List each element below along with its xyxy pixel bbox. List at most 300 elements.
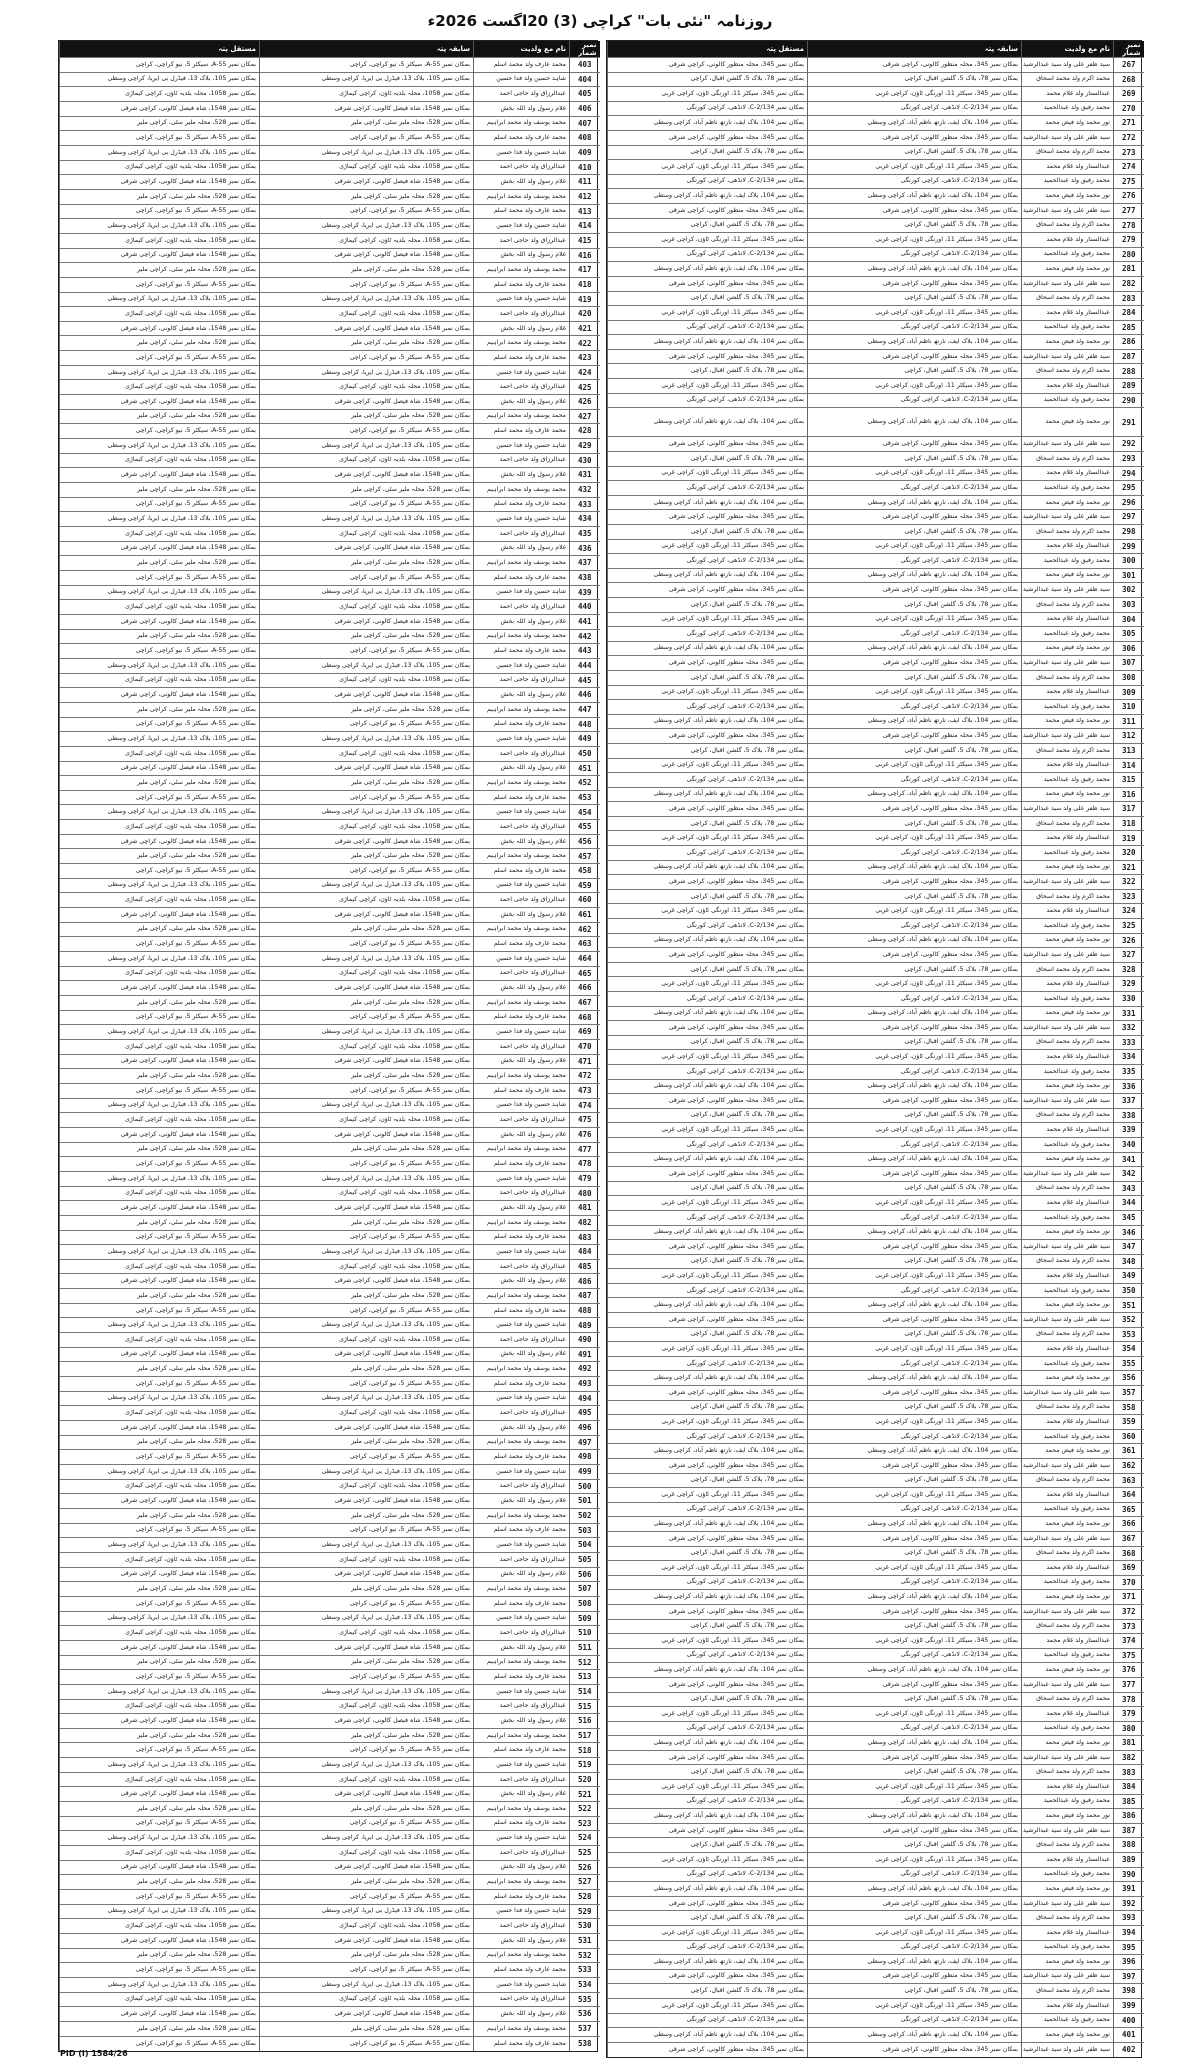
table-row xyxy=(608,276,1144,291)
cell-old-address: بمکان نمبر 1548، شاہ فیصل کالونی، کراچی شرقی xyxy=(260,1274,474,1289)
table-row xyxy=(608,1794,1144,1809)
cell-old-address: بمکان نمبر 1058، محلہ بلدیہ ٹاؤن، کراچی کیماڑی xyxy=(260,893,474,908)
cell-serial: 498 xyxy=(570,1450,600,1465)
table-row xyxy=(60,1508,600,1523)
cell-name: عبدالرزاق ولد حاجی احمد xyxy=(474,1479,570,1494)
cell-perm-address: بمکان نمبر 345، سیکٹر 11، اورنگی ٹاؤن، کراچی غربی xyxy=(608,904,808,919)
cell-perm-address: بمکان نمبر 345، محلہ منظور کالونی، کراچی شرقی xyxy=(608,130,808,145)
cell-serial: 538 xyxy=(570,2036,600,2051)
cell-name: سید ظفر علی ولد سید عبدالرشید xyxy=(1022,729,1114,744)
cell-old-address: بمکان نمبر A-55، سیکٹر 5، نیو کراچی، کراچی xyxy=(260,497,474,512)
cell-name: محمد اکرم ولد محمد اسحاق xyxy=(1022,145,1114,160)
cell-old-address: بمکان نمبر 1058، محلہ بلدیہ ٹاؤن، کراچی کیماڑی xyxy=(260,966,474,981)
cell-perm-address: بمکان نمبر A-55، سیکٹر 5، نیو کراچی، کراچی xyxy=(60,1157,260,1172)
cell-perm-address: بمکان نمبر 1548، شاہ فیصل کالونی، کراچی شرقی xyxy=(60,1934,260,1949)
table-row xyxy=(608,1210,1144,1225)
table-row xyxy=(60,527,600,542)
cell-perm-address: بمکان نمبر 1058، محلہ بلدیہ ٹاؤن، کراچی کیماڑی xyxy=(60,160,260,175)
cell-serial: 412 xyxy=(570,189,600,204)
table-row xyxy=(608,758,1144,773)
cell-perm-address: بمکان نمبر 78، بلاک 5، گلشن اقبال، کراچی xyxy=(608,1765,808,1780)
cell-old-address: بمکان نمبر 345، محلہ منظور کالونی، کراچی شرقی xyxy=(808,1531,1022,1546)
table-row xyxy=(608,320,1144,335)
cell-serial: 530 xyxy=(570,1919,600,1934)
cell-old-address: بمکان نمبر 345، محلہ منظور کالونی، کراچی شرقی xyxy=(808,1094,1022,1109)
cell-old-address: بمکان نمبر 1058، محلہ بلدیہ ٹاؤن، کراچی کیماڑی xyxy=(260,1552,474,1567)
cell-perm-address: بمکان نمبر 104، بلاک ایف، نارتھ ناظم آباد، کراچی وسطی xyxy=(608,1955,808,1970)
table-row xyxy=(60,1684,600,1699)
cell-name: محمد اکرم ولد محمد اسحاق xyxy=(1022,1984,1114,1999)
cell-perm-address: بمکان نمبر 345، محلہ منظور کالونی، کراچی شرقی xyxy=(608,437,808,452)
cell-name: عبدالرزاق ولد حاجی احمد xyxy=(474,527,570,542)
table-row xyxy=(608,247,1144,262)
cell-serial: 519 xyxy=(570,1758,600,1773)
cell-perm-address: بمکان نمبر 105، بلاک 13، فیڈرل بی ایریا، کراچی وسطی xyxy=(60,365,260,380)
cell-old-address: بمکان نمبر 78، بلاک 5، گلشن اقبال، کراچی xyxy=(808,1254,1022,1269)
cell-name: عبدالرزاق ولد حاجی احمد xyxy=(474,600,570,615)
cell-name: غلام رسول ولد اللہ بخش xyxy=(474,614,570,629)
cell-serial: 378 xyxy=(1114,1692,1144,1707)
cell-name: محمد رفیق ولد عبدالحمید xyxy=(1022,846,1114,861)
cell-name: محمد یوسف ولد محمد ابراہیم xyxy=(474,1582,570,1597)
cell-old-address: بمکان نمبر 104، بلاک ایف، نارتھ ناظم آباد، کراچی وسطی xyxy=(808,568,1022,583)
table-row xyxy=(608,130,1144,145)
cell-serial: 399 xyxy=(1114,1998,1144,2013)
cell-perm-address: بمکان نمبر 78، بلاک 5، گلشن اقبال، کراچی xyxy=(608,1181,808,1196)
cell-perm-address: بمکان نمبر 1548، شاہ فیصل کالونی، کراچی شرقی xyxy=(60,395,260,410)
cell-serial: 428 xyxy=(570,424,600,439)
cell-name: غلام رسول ولد اللہ بخش xyxy=(474,1054,570,1069)
cell-name: سید ظفر علی ولد سید عبدالرشید xyxy=(1022,1677,1114,1692)
cell-old-address: بمکان نمبر 1548، شاہ فیصل کالونی، کراچی شرقی xyxy=(260,101,474,116)
cell-name: عبدالرزاق ولد حاجی احمد xyxy=(474,1039,570,1054)
table-row xyxy=(60,1362,600,1377)
table-row xyxy=(60,145,600,160)
table-row xyxy=(60,908,600,923)
cell-name: محمد رفیق ولد عبدالحمید xyxy=(1022,1137,1114,1152)
cell-old-address: بمکان نمبر 78، بلاک 5، گلشن اقبال، کراچی xyxy=(808,1327,1022,1342)
cell-name: محمد رفیق ولد عبدالحمید xyxy=(1022,174,1114,189)
table-row xyxy=(60,1582,600,1597)
cell-perm-address: بمکان نمبر 1058، محلہ بلدیہ ٹاؤن، کراچی کیماڑی xyxy=(60,820,260,835)
table-row xyxy=(608,1444,1144,1459)
table-row xyxy=(608,641,1144,656)
cell-old-address: بمکان نمبر 1058، محلہ بلدیہ ٹاؤن، کراچی کیماڑی xyxy=(260,1992,474,2007)
cell-name: نور محمد ولد فیض محمد xyxy=(1022,860,1114,875)
table-row xyxy=(608,1400,1144,1415)
cell-old-address: بمکان نمبر 104، بلاک ایف، نارتھ ناظم آباد، کراچی وسطی xyxy=(808,1663,1022,1678)
cell-serial: 286 xyxy=(1114,335,1144,350)
cell-serial: 420 xyxy=(570,307,600,322)
table-row xyxy=(608,437,1144,452)
cell-old-address: بمکان نمبر 105، بلاک 13، فیڈرل بی ایریا، کراچی وسطی xyxy=(260,658,474,673)
cell-old-address: بمکان نمبر 2/134-C، لانڈھی، کراچی کورنگی xyxy=(808,1137,1022,1152)
cell-old-address: بمکان نمبر 1058، محلہ بلدیہ ٹاؤن، کراچی کیماڑی xyxy=(260,1846,474,1861)
cell-name: شاہد حسین ولد فدا حسین xyxy=(474,1465,570,1480)
cell-perm-address: بمکان نمبر 345، سیکٹر 11، اورنگی ٹاؤن، کراچی غربی xyxy=(608,758,808,773)
cell-serial: 432 xyxy=(570,483,600,498)
cell-old-address: بمکان نمبر 78، بلاک 5، گلشن اقبال، کراچی xyxy=(808,1765,1022,1780)
cell-name: عبدالرزاق ولد حاجی احمد xyxy=(474,1846,570,1861)
cell-perm-address: بمکان نمبر 345، سیکٹر 11، اورنگی ٹاؤن، کراچی غربی xyxy=(608,1998,808,2013)
cell-old-address: بمکان نمبر 345، محلہ منظور کالونی، کراچی شرقی xyxy=(808,1021,1022,1036)
cell-serial: 439 xyxy=(570,585,600,600)
cell-old-address: بمکان نمبر 78، بلاک 5، گلشن اقبال، کراچی xyxy=(808,1473,1022,1488)
cell-perm-address: بمکان نمبر 2/134-C، لانڈھی، کراچی کورنگی xyxy=(608,1064,808,1079)
table-row xyxy=(60,1318,600,1333)
cell-old-address: بمکان نمبر 2/134-C، لانڈھی، کراچی کورنگی xyxy=(808,1283,1022,1298)
cell-name: محمد رفیق ولد عبدالحمید xyxy=(1022,2013,1114,2028)
cell-perm-address: بمکان نمبر 528، محلہ ملیر سٹی، کراچی ملیر xyxy=(60,1289,260,1304)
cell-name: غلام رسول ولد اللہ بخش xyxy=(474,1787,570,1802)
table-row xyxy=(60,746,600,761)
cell-old-address: بمکان نمبر 528، محلہ ملیر سٹی، کراچی ملیر xyxy=(260,1069,474,1084)
cell-perm-address: بمکان نمبر 1058، محلہ بلدیہ ٹاؤن، کراچی کیماڑی xyxy=(60,1699,260,1714)
cell-serial: 330 xyxy=(1114,992,1144,1007)
cell-perm-address: بمکان نمبر 2/134-C، لانڈھی، کراچی کورنگی xyxy=(608,1283,808,1298)
cell-name: محمد یوسف ولد محمد ابراہیم xyxy=(474,996,570,1011)
cell-old-address: بمکان نمبر 1548، شاہ فیصل کالونی، کراچی شرقی xyxy=(260,1347,474,1362)
cell-old-address: بمکان نمبر 1058، محلہ بلدیہ ٹاؤن، کراچی کیماڑی xyxy=(260,1699,474,1714)
cell-old-address: بمکان نمبر A-55، سیکٹر 5، نیو کراچی، کراچی xyxy=(260,1157,474,1172)
cell-old-address: بمکان نمبر 78، بلاک 5، گلشن اقبال، کراچی xyxy=(808,1400,1022,1415)
cell-old-address: بمکان نمبر 528، محلہ ملیر سٹی، کراچی ملیر xyxy=(260,1142,474,1157)
right-table-panel xyxy=(606,40,1142,2058)
cell-perm-address: بمکان نمبر 1548، شاہ فیصل کالونی، کراچی شرقی xyxy=(60,614,260,629)
cell-perm-address: بمکان نمبر 105، بلاک 13، فیڈرل بی ایریا، کراچی وسطی xyxy=(60,1245,260,1260)
table-row xyxy=(608,393,1144,408)
table-row xyxy=(60,1538,600,1553)
cell-serial: 512 xyxy=(570,1655,600,1670)
cell-name: عبدالستار ولد غلام محمد xyxy=(1022,831,1114,846)
table-row xyxy=(60,1450,600,1465)
cell-serial: 463 xyxy=(570,937,600,952)
cell-old-address: بمکان نمبر 1548، شاہ فیصل کالونی، کراچی شرقی xyxy=(260,981,474,996)
cell-old-address: بمکان نمبر 1058، محلہ بلدیہ ٹاؤن، کراچی کیماڑی xyxy=(260,746,474,761)
table-row xyxy=(608,510,1144,525)
cell-perm-address: بمکان نمبر 104، بلاک ایف، نارتھ ناظم آباد، کراچی وسطی xyxy=(608,1006,808,1021)
cell-serial: 272 xyxy=(1114,130,1144,145)
cell-perm-address: بمکان نمبر 345، محلہ منظور کالونی، کراچی شرقی xyxy=(608,1167,808,1182)
cell-serial: 477 xyxy=(570,1142,600,1157)
cell-serial: 491 xyxy=(570,1347,600,1362)
cell-old-address: بمکان نمبر A-55، سیکٹر 5، نیو کراچی، کراچی xyxy=(260,570,474,585)
cell-serial: 282 xyxy=(1114,276,1144,291)
cell-name: محمد عارف ولد محمد اسلم xyxy=(474,424,570,439)
cell-serial: 492 xyxy=(570,1362,600,1377)
cell-name: محمد عارف ولد محمد اسلم xyxy=(474,1377,570,1392)
table-row xyxy=(60,1904,600,1919)
cell-old-address: بمکان نمبر A-55، سیکٹر 5، نیو کراچی، کراچی xyxy=(260,277,474,292)
cell-serial: 348 xyxy=(1114,1254,1144,1269)
cell-serial: 273 xyxy=(1114,145,1144,160)
cell-perm-address: بمکان نمبر 1548، شاہ فیصل کالونی، کراچی شرقی xyxy=(60,1421,260,1436)
table-row xyxy=(60,673,600,688)
cell-perm-address: بمکان نمبر 345، محلہ منظور کالونی، کراچی شرقی xyxy=(608,1823,808,1838)
cell-name: عبدالستار ولد غلام محمد xyxy=(1022,1269,1114,1284)
cell-serial: 268 xyxy=(1114,72,1144,87)
cell-serial: 522 xyxy=(570,1802,600,1817)
cell-perm-address: بمکان نمبر 1548، شاہ فیصل کالونی، کراچی شرقی xyxy=(60,761,260,776)
cell-perm-address: بمکان نمبر 105، بلاک 13، فیڈرل بی ایریا، کراچی وسطی xyxy=(60,1465,260,1480)
cell-serial: 534 xyxy=(570,1977,600,1992)
table-row xyxy=(60,1025,600,1040)
cell-serial: 414 xyxy=(570,219,600,234)
cell-perm-address: بمکان نمبر A-55، سیکٹر 5، نیو کراچی، کراچی xyxy=(60,1377,260,1392)
cell-serial: 307 xyxy=(1114,656,1144,671)
cell-name: محمد یوسف ولد محمد ابراہیم xyxy=(474,1948,570,1963)
cell-serial: 314 xyxy=(1114,758,1144,773)
cell-serial: 312 xyxy=(1114,729,1144,744)
table-row xyxy=(608,656,1144,671)
cell-serial: 464 xyxy=(570,952,600,967)
cell-old-address: بمکان نمبر 1058، محلہ بلدیہ ٹاؤن، کراچی کیماڑی xyxy=(260,600,474,615)
cell-name: محمد رفیق ولد عبدالحمید xyxy=(1022,1575,1114,1590)
table-row xyxy=(608,568,1144,583)
table-row xyxy=(608,291,1144,306)
table-row xyxy=(60,1039,600,1054)
cell-perm-address: بمکان نمبر 2/134-C، لانڈھی، کراچی کورنگی xyxy=(608,1429,808,1444)
cell-perm-address: بمکان نمبر 1058، محلہ بلدیہ ٹاؤن، کراچی کیماڑی xyxy=(60,1113,260,1128)
cell-serial: 275 xyxy=(1114,174,1144,189)
cell-perm-address: بمکان نمبر 528، محلہ ملیر سٹی، کراچی ملیر xyxy=(60,336,260,351)
cell-perm-address: بمکان نمبر 104، بلاک ایف، نارتھ ناظم آباد، کراچی وسطی xyxy=(608,408,808,437)
cell-old-address: بمکان نمبر 1058، محلہ بلدیہ ٹاؤن، کراچی کیماڑی xyxy=(260,527,474,542)
cell-serial: 324 xyxy=(1114,904,1144,919)
cell-perm-address: بمکان نمبر 345، سیکٹر 11، اورنگی ٹاؤن، کراچی غربی xyxy=(608,977,808,992)
cell-name: محمد عارف ولد محمد اسلم xyxy=(474,717,570,732)
cell-perm-address: بمکان نمبر 78، بلاک 5، گلشن اقبال، کراچی xyxy=(608,452,808,467)
cell-serial: 299 xyxy=(1114,539,1144,554)
table-row xyxy=(608,58,1144,73)
cell-old-address: بمکان نمبر 345، سیکٹر 11، اورنگی ٹاؤن، کراچی غربی xyxy=(808,160,1022,175)
cell-name: سید ظفر علی ولد سید عبدالرشید xyxy=(1022,510,1114,525)
table-row xyxy=(60,996,600,1011)
cell-serial: 350 xyxy=(1114,1283,1144,1298)
cell-old-address: بمکان نمبر 1548، شاہ فیصل کالونی، کراچی شرقی xyxy=(260,1054,474,1069)
cell-old-address: بمکان نمبر 78، بلاک 5، گلشن اقبال، کراچی xyxy=(808,1911,1022,1926)
cell-name: عبدالرزاق ولد حاجی احمد xyxy=(474,453,570,468)
cell-name: محمد یوسف ولد محمد ابراہیم xyxy=(474,1728,570,1743)
cell-old-address: بمکان نمبر 2/134-C، لانڈھی، کراچی کورنگی xyxy=(808,393,1022,408)
cell-old-address: بمکان نمبر 78، بلاک 5، گلشن اقبال، کراچی xyxy=(808,597,1022,612)
cell-perm-address: بمکان نمبر 2/134-C، لانڈھی، کراچی کورنگی xyxy=(608,1721,808,1736)
cell-perm-address: بمکان نمبر 2/134-C، لانڈھی، کراچی کورنگی xyxy=(608,554,808,569)
cell-name: محمد عارف ولد محمد اسلم xyxy=(474,570,570,585)
table-row xyxy=(60,600,600,615)
table-row xyxy=(60,453,600,468)
cell-serial: 527 xyxy=(570,1875,600,1890)
cell-old-address: بمکان نمبر A-55، سیکٹر 5، نیو کراچی، کراچی xyxy=(260,351,474,366)
cell-perm-address: بمکان نمبر 1058، محلہ بلدیہ ٹاؤن، کراچی کیماڑی xyxy=(60,966,260,981)
cell-old-address: بمکان نمبر 78، بلاک 5، گلشن اقبال، کراچی xyxy=(808,1692,1022,1707)
cell-serial: 402 xyxy=(1114,2042,1144,2057)
cell-serial: 327 xyxy=(1114,948,1144,963)
cell-old-address: بمکان نمبر 2/134-C، لانڈھی، کراچی کورنگی xyxy=(808,1575,1022,1590)
cell-name: عبدالرزاق ولد حاجی احمد xyxy=(474,893,570,908)
col-old-address-header: سابقہ پتہ xyxy=(808,41,1022,58)
cell-perm-address: بمکان نمبر 1548، شاہ فیصل کالونی، کراچی شرقی xyxy=(60,1640,260,1655)
cell-old-address: بمکان نمبر A-55، سیکٹر 5، نیو کراچی، کراچی xyxy=(260,1450,474,1465)
table-row xyxy=(608,1663,1144,1678)
cell-name: محمد عارف ولد محمد اسلم xyxy=(474,1303,570,1318)
cell-perm-address: بمکان نمبر 345، محلہ منظور کالونی، کراچی شرقی xyxy=(608,1531,808,1546)
cell-serial: 274 xyxy=(1114,160,1144,175)
table-row xyxy=(60,1802,600,1817)
table-row xyxy=(608,262,1144,277)
table-row xyxy=(608,627,1144,642)
cell-old-address: بمکان نمبر 2/134-C، لانڈھی، کراچی کورنگی xyxy=(808,174,1022,189)
cell-perm-address: بمکان نمبر 345، محلہ منظور کالونی، کراچی شرقی xyxy=(608,1386,808,1401)
cell-perm-address: بمکان نمبر 105، بلاک 13، فیڈرل بی ایریا، کراچی وسطی xyxy=(60,1391,260,1406)
cell-old-address: بمکان نمبر 2/134-C، لانڈھی، کراچی کورنگی xyxy=(808,1721,1022,1736)
cell-serial: 424 xyxy=(570,365,600,380)
table-row xyxy=(60,1670,600,1685)
cell-perm-address: بمکان نمبر 345، محلہ منظور کالونی، کراچی شرقی xyxy=(608,1240,808,1255)
cell-serial: 454 xyxy=(570,805,600,820)
cell-perm-address: بمکان نمبر A-55، سیکٹر 5، نیو کراچی، کراچی xyxy=(60,644,260,659)
cell-name: سید ظفر علی ولد سید عبدالرشید xyxy=(1022,130,1114,145)
table-row xyxy=(608,1108,1144,1123)
table-row xyxy=(60,1831,600,1846)
cell-name: عبدالستار ولد غلام محمد xyxy=(1022,1634,1114,1649)
table-row xyxy=(60,1157,600,1172)
cell-perm-address: بمکان نمبر 104، بلاک ایف، نارتھ ناظم آباد، کراچی وسطی xyxy=(608,189,808,204)
cell-serial: 352 xyxy=(1114,1313,1144,1328)
cell-serial: 277 xyxy=(1114,203,1144,218)
table-row xyxy=(60,1626,600,1641)
cell-old-address: بمکان نمبر A-55، سیکٹر 5، نیو کراچی، کراچی xyxy=(260,1083,474,1098)
table-row xyxy=(60,629,600,644)
cell-old-address: بمکان نمبر 78، بلاک 5، گلشن اقبال، کراچی xyxy=(808,72,1022,87)
cell-perm-address: بمکان نمبر A-55، سیکٹر 5، نیو کراچی، کراچی xyxy=(60,1303,260,1318)
cell-old-address: بمکان نمبر 104، بلاک ایف، نارتھ ناظم آباد، کراچی وسطی xyxy=(808,1225,1022,1240)
table-row xyxy=(608,685,1144,700)
cell-old-address: بمکان نمبر 345، سیکٹر 11، اورنگی ٹاؤن، کراچی غربی xyxy=(808,1415,1022,1430)
cell-name: سید ظفر علی ولد سید عبدالرشید xyxy=(1022,1021,1114,1036)
cell-old-address: بمکان نمبر 105، بلاک 13، فیڈرل بی ایریا، کراچی وسطی xyxy=(260,512,474,527)
cell-old-address: بمکان نمبر A-55، سیکٹر 5، نیو کراچی، کراچی xyxy=(260,1596,474,1611)
table-row xyxy=(608,1269,1144,1284)
cell-name: سید ظفر علی ولد سید عبدالرشید xyxy=(1022,656,1114,671)
cell-name: عبدالستار ولد غلام محمد xyxy=(1022,1926,1114,1941)
table-row xyxy=(60,834,600,849)
cell-old-address: بمکان نمبر 78، بلاک 5، گلشن اقبال، کراچی xyxy=(808,218,1022,233)
cell-perm-address: بمکان نمبر 528، محلہ ملیر سٹی، کراچی ملیر xyxy=(60,1362,260,1377)
cell-name: محمد یوسف ولد محمد ابراہیم xyxy=(474,483,570,498)
table-row xyxy=(608,992,1144,1007)
cell-perm-address: بمکان نمبر 528، محلہ ملیر سٹی، کراچی ملیر xyxy=(60,1069,260,1084)
cell-perm-address: بمکان نمبر 105، بلاک 13، فیڈرل بی ایریا، کراچی وسطی xyxy=(60,1098,260,1113)
cell-serial: 478 xyxy=(570,1157,600,1172)
table-row xyxy=(608,1459,1144,1474)
table-row xyxy=(60,1728,600,1743)
cell-perm-address: بمکان نمبر 345، محلہ منظور کالونی، کراچی شرقی xyxy=(608,203,808,218)
cell-perm-address: بمکان نمبر 345، محلہ منظور کالونی، کراچی شرقی xyxy=(608,656,808,671)
cell-perm-address: بمکان نمبر 2/134-C، لانڈھی، کراچی کورنگی xyxy=(608,393,808,408)
cell-old-address: بمکان نمبر 528، محلہ ملیر سٹی، کراچی ملیر xyxy=(260,1728,474,1743)
cell-old-address: بمکان نمبر 1548، شاہ فیصل کالونی، کراچی شرقی xyxy=(260,1201,474,1216)
cell-perm-address: بمکان نمبر 2/134-C، لانڈھی، کراچی کورنگی xyxy=(608,481,808,496)
cell-name: عبدالستار ولد غلام محمد xyxy=(1022,1342,1114,1357)
cell-old-address: بمکان نمبر 105، بلاک 13، فیڈرل بی ایریا، کراچی وسطی xyxy=(260,952,474,967)
cell-serial: 288 xyxy=(1114,364,1144,379)
cell-perm-address: بمکان نمبر 345، سیکٹر 11، اورنگی ٹاؤن، کراچی غربی xyxy=(608,1415,808,1430)
cell-serial: 435 xyxy=(570,527,600,542)
cell-serial: 302 xyxy=(1114,583,1144,598)
cell-serial: 403 xyxy=(570,58,600,73)
cell-name: غلام رسول ولد اللہ بخش xyxy=(474,981,570,996)
cell-perm-address: بمکان نمبر 2/134-C، لانڈھی، کراچی کورنگی xyxy=(608,247,808,262)
cell-perm-address: بمکان نمبر 105، بلاک 13، فیڈرل بی ایریا، کراچی وسطی xyxy=(60,145,260,160)
cell-perm-address: بمکان نمبر 78، بلاک 5، گلشن اقبال، کراچی xyxy=(608,1984,808,1999)
cell-name: محمد عارف ولد محمد اسلم xyxy=(474,1230,570,1245)
cell-name: نور محمد ولد فیض محمد xyxy=(1022,262,1114,277)
cell-perm-address: بمکان نمبر 345، سیکٹر 11، اورنگی ٹاؤن، کراچی غربی xyxy=(608,306,808,321)
cell-serial: 342 xyxy=(1114,1167,1144,1182)
table-row xyxy=(60,1127,600,1142)
cell-name: غلام رسول ولد اللہ بخش xyxy=(474,1860,570,1875)
table-row xyxy=(608,1123,1144,1138)
cell-serial: 502 xyxy=(570,1508,600,1523)
cell-serial: 475 xyxy=(570,1113,600,1128)
cell-perm-address: بمکان نمبر 2/134-C، لانڈھی، کراچی کورنگی xyxy=(608,1794,808,1809)
table-row xyxy=(60,1113,600,1128)
cell-old-address: بمکان نمبر 1548، شاہ فیصل کالونی، کراچی شرقی xyxy=(260,1714,474,1729)
table-row xyxy=(60,776,600,791)
table-row xyxy=(60,2036,600,2051)
cell-serial: 415 xyxy=(570,233,600,248)
cell-perm-address: بمکان نمبر 105، بلاک 13، فیڈرل بی ایریا، کراچی وسطی xyxy=(60,1904,260,1919)
cell-old-address: بمکان نمبر 1058، محلہ بلدیہ ٹاؤن، کراچی کیماڑی xyxy=(260,307,474,322)
table-row xyxy=(60,893,600,908)
cell-old-address: بمکان نمبر 105، بلاک 13، فیڈرل بی ایریا، کراچی وسطی xyxy=(260,72,474,87)
table-row xyxy=(608,1692,1144,1707)
table-row xyxy=(60,570,600,585)
table-row xyxy=(608,2042,1144,2057)
cell-serial: 310 xyxy=(1114,700,1144,715)
cell-serial: 280 xyxy=(1114,247,1144,262)
cell-name: محمد اکرم ولد محمد اسحاق xyxy=(1022,1473,1114,1488)
cell-name: محمد یوسف ولد محمد ابراہیم xyxy=(474,116,570,131)
cell-old-address: بمکان نمبر 345، سیکٹر 11، اورنگی ٹاؤن، کراچی غربی xyxy=(808,1123,1022,1138)
cell-perm-address: بمکان نمبر 104، بلاک ایف، نارتھ ناظم آباد، کراچی وسطی xyxy=(608,1152,808,1167)
cell-old-address: بمکان نمبر 105، بلاک 13، فیڈرل بی ایریا، کراچی وسطی xyxy=(260,1391,474,1406)
cell-serial: 513 xyxy=(570,1670,600,1685)
cell-serial: 396 xyxy=(1114,1955,1144,1970)
cell-perm-address: بمکان نمبر 1058، محلہ بلدیہ ٹاؤن، کراچی کیماڑی xyxy=(60,1406,260,1421)
cell-old-address: بمکان نمبر 1058، محلہ بلدیہ ٹاؤن، کراچی کیماڑی xyxy=(260,380,474,395)
cell-serial: 459 xyxy=(570,878,600,893)
cell-old-address: بمکان نمبر 2/134-C، لانڈھی، کراچی کورنگی xyxy=(808,320,1022,335)
cell-serial: 401 xyxy=(1114,2028,1144,2043)
cell-serial: 295 xyxy=(1114,481,1144,496)
cell-name: محمد رفیق ولد عبدالحمید xyxy=(1022,1283,1114,1298)
cell-serial: 375 xyxy=(1114,1648,1144,1663)
cell-perm-address: بمکان نمبر 345، محلہ منظور کالونی، کراچی شرقی xyxy=(608,2042,808,2057)
table-row xyxy=(60,160,600,175)
table-row xyxy=(608,1998,1144,2013)
cell-name: سید ظفر علی ولد سید عبدالرشید xyxy=(1022,583,1114,598)
cell-serial: 427 xyxy=(570,409,600,424)
cell-old-address: بمکان نمبر 105، بلاک 13، فیڈرل بی ایریا، کراچی وسطی xyxy=(260,1465,474,1480)
cell-serial: 505 xyxy=(570,1552,600,1567)
cell-name: غلام رسول ولد اللہ بخش xyxy=(474,908,570,923)
cell-old-address: بمکان نمبر 78، بلاک 5، گلشن اقبال، کراچی xyxy=(808,816,1022,831)
cell-name: محمد اکرم ولد محمد اسحاق xyxy=(1022,1400,1114,1415)
cell-name: محمد یوسف ولد محمد ابراہیم xyxy=(474,336,570,351)
table-row xyxy=(608,831,1144,846)
